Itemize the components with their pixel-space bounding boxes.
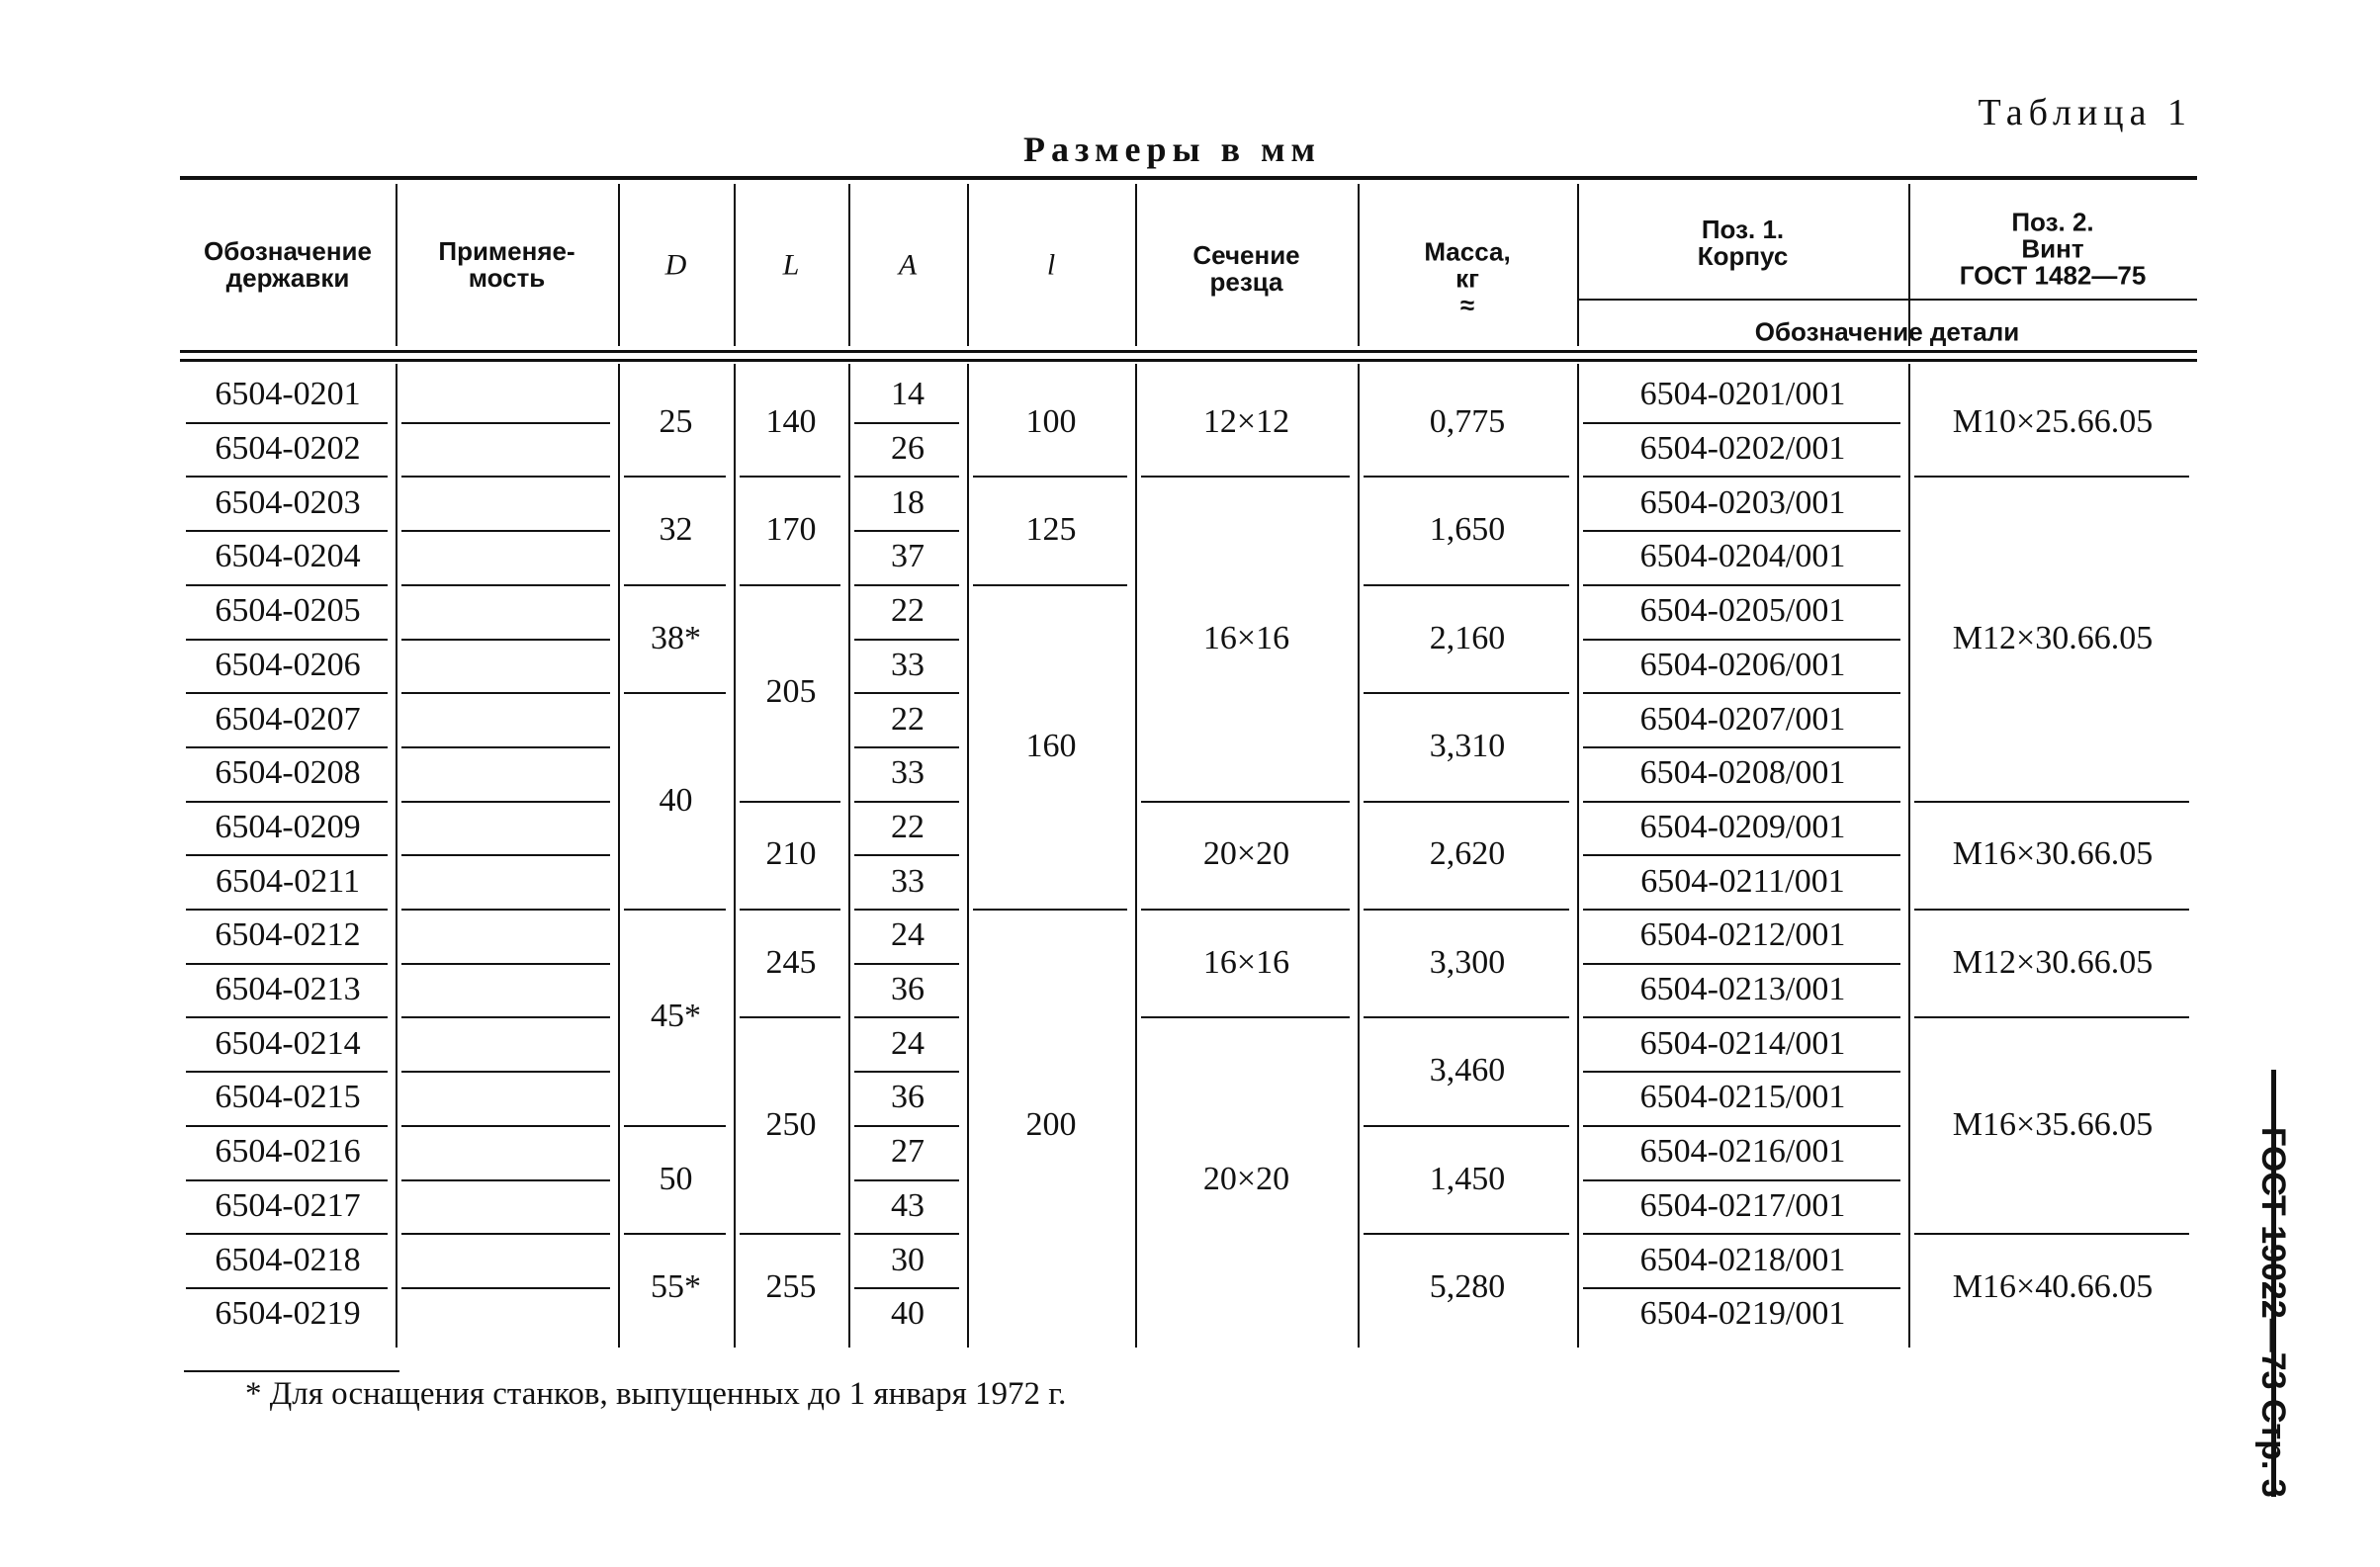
mass-value: 3,310 <box>1429 727 1506 764</box>
mass-value: 0,775 <box>1429 402 1506 440</box>
row-rule <box>401 854 610 856</box>
section-value: 12×12 <box>1202 402 1290 440</box>
holder-designation: 6504-0215 <box>215 1079 361 1116</box>
holder-designation: 6504-0214 <box>215 1024 361 1062</box>
group-rule <box>1364 1233 1569 1235</box>
group-rule <box>973 584 1127 586</box>
l-value: 210 <box>765 835 817 873</box>
holder-designation: 6504-0213 <box>215 971 361 1008</box>
body-column-rule <box>967 364 969 1348</box>
mass-value: 2,620 <box>1429 835 1506 873</box>
body-column-rule <box>618 364 620 1348</box>
row-rule <box>1583 639 1900 641</box>
group-rule <box>1141 909 1350 911</box>
row-rule <box>1583 854 1900 856</box>
group-rule <box>1364 801 1569 803</box>
row-rule <box>1583 530 1900 532</box>
row-rule <box>1583 1071 1900 1073</box>
body-part-designation: 6504-0213/001 <box>1639 971 1846 1008</box>
group-rule <box>1364 476 1569 478</box>
a-value: 26 <box>891 430 925 468</box>
screw-value: M12×30.66.05 <box>1952 619 2154 656</box>
l-small-value: 200 <box>1025 1105 1077 1143</box>
l-value: 170 <box>765 511 817 549</box>
header-bottom-rule <box>180 359 2197 362</box>
header-column-rule <box>618 184 620 346</box>
body-column-rule <box>1358 364 1360 1348</box>
group-rule <box>1141 476 1350 478</box>
row-rule <box>1583 584 1900 586</box>
row-rule <box>186 746 388 748</box>
screw-value: M10×25.66.05 <box>1952 402 2154 440</box>
row-rule <box>186 530 388 532</box>
l-small-value: 100 <box>1025 402 1077 440</box>
header-applicability: Применяе- мость <box>438 236 575 293</box>
header-column-rule <box>396 184 397 346</box>
header-part-designation: Обозначение детали <box>1754 316 2020 347</box>
row-rule <box>401 584 610 586</box>
part-designation-rule <box>1577 299 2197 301</box>
row-rule <box>854 746 959 748</box>
row-rule <box>854 692 959 694</box>
holder-designation: 6504-0201 <box>215 376 361 413</box>
row-rule <box>401 746 610 748</box>
body-part-designation: 6504-0201/001 <box>1639 376 1846 413</box>
group-rule <box>1364 1125 1569 1127</box>
units-caption: Размеры в мм <box>1023 130 1322 169</box>
row-rule <box>186 801 388 803</box>
holder-designation: 6504-0207 <box>215 700 361 738</box>
row-rule <box>186 1071 388 1073</box>
header-l-upper: L <box>782 248 800 282</box>
header-a: A <box>898 248 918 282</box>
body-part-designation: 6504-0216/001 <box>1639 1133 1846 1171</box>
d-value: 50 <box>659 1160 693 1197</box>
body-column-rule <box>1908 364 1910 1348</box>
holder-designation: 6504-0211 <box>215 862 361 900</box>
a-value: 40 <box>891 1295 925 1333</box>
d-value: 45* <box>651 998 701 1035</box>
body-column-rule <box>396 364 397 1348</box>
row-rule <box>186 639 388 641</box>
mass-value: 3,460 <box>1429 1052 1506 1089</box>
group-rule <box>1364 584 1569 586</box>
group-rule <box>624 909 726 911</box>
row-rule <box>854 1233 959 1235</box>
a-value: 22 <box>891 592 925 630</box>
row-rule <box>186 1016 388 1018</box>
group-rule <box>1141 801 1350 803</box>
body-part-designation: 6504-0209/001 <box>1639 808 1846 845</box>
body-column-rule <box>848 364 850 1348</box>
row-rule <box>186 584 388 586</box>
group-rule <box>1914 801 2189 803</box>
row-rule <box>186 1125 388 1127</box>
body-part-designation: 6504-0203/001 <box>1639 483 1846 521</box>
a-value: 22 <box>891 808 925 845</box>
row-rule <box>1583 1125 1900 1127</box>
table-number: Таблица 1 <box>1978 92 2192 133</box>
body-column-rule <box>1577 364 1579 1348</box>
screw-value: M12×30.66.05 <box>1952 943 2154 981</box>
row-rule <box>401 1071 610 1073</box>
body-part-designation: 6504-0219/001 <box>1639 1295 1846 1333</box>
l-small-value: 125 <box>1025 511 1077 549</box>
body-part-designation: 6504-0202/001 <box>1639 430 1846 468</box>
body-part-designation: 6504-0211/001 <box>1640 862 1845 900</box>
d-value: 55* <box>651 1267 701 1305</box>
header-column-rule <box>734 184 736 346</box>
row-rule <box>854 909 959 911</box>
screw-value: M16×40.66.05 <box>1952 1267 2154 1305</box>
row-rule <box>186 909 388 911</box>
row-rule <box>1583 1287 1900 1289</box>
a-value: 33 <box>891 754 925 792</box>
row-rule <box>854 422 959 424</box>
d-value: 40 <box>659 781 693 819</box>
row-rule <box>401 909 610 911</box>
group-rule <box>1364 1016 1569 1018</box>
group-rule <box>624 476 726 478</box>
row-rule <box>1583 801 1900 803</box>
holder-designation: 6504-0204 <box>215 538 361 575</box>
row-rule <box>401 1179 610 1181</box>
mass-value: 5,280 <box>1429 1267 1506 1305</box>
holder-designation: 6504-0212 <box>215 916 361 954</box>
holder-designation: 6504-0203 <box>215 483 361 521</box>
row-rule <box>1583 746 1900 748</box>
group-rule <box>740 1233 840 1235</box>
row-rule <box>1583 1179 1900 1181</box>
body-column-rule <box>734 364 736 1348</box>
holder-designation: 6504-0205 <box>215 592 361 630</box>
holder-designation: 6504-0202 <box>215 430 361 468</box>
header-pos1: Поз. 1. Корпус <box>1697 215 1789 271</box>
group-rule <box>624 584 726 586</box>
row-rule <box>401 963 610 965</box>
group-rule <box>1914 909 2189 911</box>
header-column-rule <box>967 184 969 346</box>
row-rule <box>186 963 388 965</box>
group-rule <box>1364 909 1569 911</box>
row-rule <box>854 854 959 856</box>
row-rule <box>401 530 610 532</box>
group-rule <box>740 584 840 586</box>
row-rule <box>401 476 610 478</box>
a-value: 30 <box>891 1241 925 1278</box>
group-rule <box>740 801 840 803</box>
group-rule <box>624 692 726 694</box>
body-part-designation: 6504-0212/001 <box>1639 916 1846 954</box>
row-rule <box>1583 692 1900 694</box>
mass-value: 2,160 <box>1429 619 1506 656</box>
holder-designation: 6504-0209 <box>215 808 361 845</box>
body-part-designation: 6504-0215/001 <box>1639 1079 1846 1116</box>
mass-value: 1,650 <box>1429 511 1506 549</box>
group-rule <box>1141 1016 1350 1018</box>
row-rule <box>186 854 388 856</box>
row-rule <box>401 1287 610 1289</box>
row-rule <box>854 1287 959 1289</box>
l-value: 205 <box>765 673 817 711</box>
header-l-lower: l <box>1046 248 1056 282</box>
l-value: 245 <box>765 943 817 981</box>
row-rule <box>401 1233 610 1235</box>
group-rule <box>973 476 1127 478</box>
screw-value: M16×35.66.05 <box>1952 1105 2154 1143</box>
header-column-rule <box>1358 184 1360 346</box>
group-rule <box>973 909 1127 911</box>
group-rule <box>624 1233 726 1235</box>
row-rule <box>854 1071 959 1073</box>
holder-designation: 6504-0218 <box>215 1241 361 1278</box>
group-rule <box>740 476 840 478</box>
header-d: D <box>664 248 687 282</box>
row-rule <box>854 584 959 586</box>
header-pos2: Поз. 2. Винт ГОСТ 1482—75 <box>1959 207 2147 291</box>
row-rule <box>1583 1233 1900 1235</box>
row-rule <box>1583 476 1900 478</box>
a-value: 36 <box>891 971 925 1008</box>
mass-value: 3,300 <box>1429 943 1506 981</box>
side-label: ГОСТ 19022—73 Стр. 3 <box>2254 1127 2292 1498</box>
group-rule <box>740 909 840 911</box>
row-rule <box>1583 909 1900 911</box>
footnote-rule <box>184 1370 399 1372</box>
header-section: Сечение резца <box>1192 240 1300 297</box>
holder-designation: 6504-0219 <box>215 1295 361 1333</box>
row-rule <box>186 476 388 478</box>
d-value: 38* <box>651 619 701 656</box>
row-rule <box>186 422 388 424</box>
mass-value: 1,450 <box>1429 1160 1506 1197</box>
row-rule <box>854 1016 959 1018</box>
section-value: 16×16 <box>1202 943 1290 981</box>
section-value: 20×20 <box>1202 1160 1290 1197</box>
l-value: 140 <box>765 402 817 440</box>
a-value: 43 <box>891 1186 925 1224</box>
row-rule <box>401 801 610 803</box>
row-rule <box>854 963 959 965</box>
row-rule <box>186 1233 388 1235</box>
body-part-designation: 6504-0205/001 <box>1639 592 1846 630</box>
body-part-designation: 6504-0217/001 <box>1639 1186 1846 1224</box>
a-value: 33 <box>891 862 925 900</box>
a-value: 36 <box>891 1079 925 1116</box>
a-value: 24 <box>891 1024 925 1062</box>
group-rule <box>1914 476 2189 478</box>
footnote: * Для оснащения станков, выпущенных до 1 января 1972 г. <box>245 1376 1067 1412</box>
d-value: 32 <box>659 511 693 549</box>
header-bottom-rule <box>180 350 2197 353</box>
header-column-rule <box>1135 184 1137 346</box>
row-rule <box>401 639 610 641</box>
l-value: 250 <box>765 1105 817 1143</box>
body-part-designation: 6504-0214/001 <box>1639 1024 1846 1062</box>
row-rule <box>401 422 610 424</box>
row-rule <box>401 692 610 694</box>
section-value: 16×16 <box>1202 619 1290 656</box>
group-rule <box>624 1125 726 1127</box>
section-value: 20×20 <box>1202 835 1290 873</box>
holder-designation: 6504-0216 <box>215 1133 361 1171</box>
row-rule <box>401 1125 610 1127</box>
holder-designation: 6504-0217 <box>215 1186 361 1224</box>
header-designation: Обозначение державки <box>204 236 372 293</box>
a-value: 37 <box>891 538 925 575</box>
row-rule <box>186 692 388 694</box>
group-rule <box>1914 1233 2189 1235</box>
body-part-designation: 6504-0206/001 <box>1639 646 1846 683</box>
body-part-designation: 6504-0204/001 <box>1639 538 1846 575</box>
l-value: 255 <box>765 1267 817 1305</box>
body-column-rule <box>1135 364 1137 1348</box>
row-rule <box>1583 422 1900 424</box>
table-top-rule <box>180 176 2197 180</box>
row-rule <box>854 1179 959 1181</box>
group-rule <box>1914 1016 2189 1018</box>
holder-designation: 6504-0208 <box>215 754 361 792</box>
body-part-designation: 6504-0207/001 <box>1639 700 1846 738</box>
group-rule <box>740 1016 840 1018</box>
screw-value: M16×30.66.05 <box>1952 835 2154 873</box>
group-rule <box>1364 692 1569 694</box>
l-small-value: 160 <box>1025 727 1077 764</box>
a-value: 33 <box>891 646 925 683</box>
body-part-designation: 6504-0218/001 <box>1639 1241 1846 1278</box>
row-rule <box>186 1179 388 1181</box>
d-value: 25 <box>659 402 693 440</box>
row-rule <box>854 1125 959 1127</box>
header-mass: Масса, кг ≈ <box>1424 236 1511 320</box>
a-value: 18 <box>891 483 925 521</box>
row-rule <box>186 1287 388 1289</box>
row-rule <box>854 530 959 532</box>
row-rule <box>854 639 959 641</box>
row-rule <box>854 801 959 803</box>
row-rule <box>1583 963 1900 965</box>
body-part-designation: 6504-0208/001 <box>1639 754 1846 792</box>
a-value: 22 <box>891 700 925 738</box>
header-column-rule <box>848 184 850 346</box>
row-rule <box>854 476 959 478</box>
a-value: 14 <box>891 376 925 413</box>
header-column-rule <box>1577 184 1579 346</box>
holder-designation: 6504-0206 <box>215 646 361 683</box>
a-value: 27 <box>891 1133 925 1171</box>
row-rule <box>1583 1016 1900 1018</box>
row-rule <box>401 1016 610 1018</box>
a-value: 24 <box>891 916 925 954</box>
